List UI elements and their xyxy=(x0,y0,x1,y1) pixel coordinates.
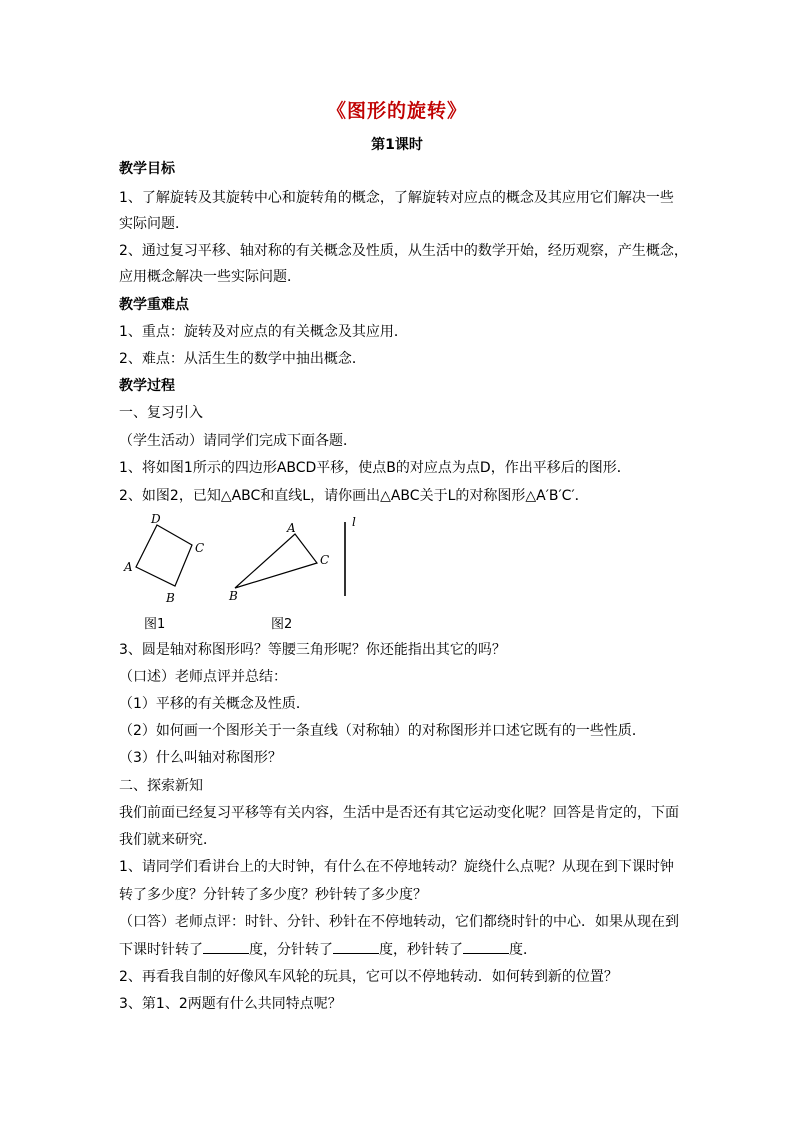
fig2-label-l: l xyxy=(352,515,356,529)
fig1-label-b: B xyxy=(166,591,175,605)
explore-1-line-2: 转了多少度？分针转了多少度？秒针转了多少度？ xyxy=(119,887,427,903)
key-point-1: 1、重点：旋转及对应点的有关概念及其应用． xyxy=(119,324,408,340)
question-3: 3、圆是轴对称图形吗？等腰三角形呢？你还能指出其它的吗？ xyxy=(119,642,506,658)
page-title: 《图形的旋转》 xyxy=(326,100,467,122)
blank-second-hand[interactable] xyxy=(463,940,509,954)
fig1-label-d: D xyxy=(151,512,161,526)
question-2: 2、如图2，已知△ABC和直线L，请你画出△ABC关于L的对称图形△A′B′C′． xyxy=(119,488,589,504)
fill-text-1: 下课时针转了 xyxy=(119,942,203,958)
fig2-label-b: B xyxy=(229,589,238,603)
lesson-subtitle: 第1课时 xyxy=(371,137,423,153)
fig2-triangle xyxy=(235,534,317,588)
review-1: （1）平移的有关概念及性质． xyxy=(119,696,310,712)
explore-1-line-1: 1、请同学们看讲台上的大时钟，有什么在不停地转动？旋绕什么点呢？从现在到下课时钟 xyxy=(119,859,674,875)
part-2-heading: 二、探索新知 xyxy=(119,778,203,794)
goal-2-line-2: 应用概念解决一些实际问题． xyxy=(119,269,301,285)
review-3: （3）什么叫轴对称图形？ xyxy=(119,750,282,766)
fig2-label-c: C xyxy=(320,553,330,567)
review-intro: （口述）老师点评并总结： xyxy=(119,669,287,685)
fig1-caption: 图1 xyxy=(144,617,166,632)
key-point-2: 2、难点：从活生生的数学中抽出概念． xyxy=(119,351,366,367)
explore-intro-line-2: 我们就来研究． xyxy=(119,832,217,848)
fig1-quadrilateral xyxy=(136,525,192,586)
heading-key-points: 教学重难点 xyxy=(119,297,189,313)
heading-goals: 教学目标 xyxy=(119,161,175,177)
explore-intro-line-1: 我们前面已经复习平移等有关内容，生活中是否还有其它运动变化呢？回答是肯定的，下面 xyxy=(119,805,679,821)
goal-1-line-2: 实际问题． xyxy=(119,216,189,232)
question-1: 1、将如图1所示的四边形ABCD平移，使点B的对应点为点D，作出平移后的图形． xyxy=(119,460,631,476)
explore-1-line-3: （口答）老师点评：时针、分针、秒针在不停地转动，它们都绕时针的中心．如果从现在到 xyxy=(119,914,679,930)
blank-hour-hand[interactable] xyxy=(203,940,249,954)
goal-1-line-1: 1、了解旋转及其旋转中心和旋转角的概念，了解旋转对应点的概念及其应用它们解决一些 xyxy=(119,190,674,206)
geometry-figures xyxy=(112,508,372,608)
fill-text-4: 度． xyxy=(509,942,537,958)
fill-text-3: 度，秒针转了 xyxy=(379,942,463,958)
explore-2: 2、再看我自制的好像风车风轮的玩具，它可以不停地转动．如何转到新的位置？ xyxy=(119,969,618,985)
figures-area xyxy=(112,508,372,608)
fig1-label-a: A xyxy=(124,560,133,574)
fig2-label-a: A xyxy=(287,521,296,535)
part-1-heading: 一、复习引入 xyxy=(119,405,203,421)
explore-3: 3、第1、2两题有什么共同特点呢？ xyxy=(119,996,342,1012)
fig2-caption: 图2 xyxy=(271,617,293,632)
heading-process: 教学过程 xyxy=(119,378,175,394)
fig1-label-c: C xyxy=(195,541,205,555)
review-2: （2）如何画一个图形关于一条直线（对称轴）的对称图形并口述它既有的一些性质． xyxy=(119,723,646,739)
activity-text: （学生活动）请同学们完成下面各题． xyxy=(119,433,357,449)
fill-text-2: 度，分针转了 xyxy=(249,942,333,958)
explore-1-line-4 xyxy=(119,940,537,959)
goal-2-line-1: 2、通过复习平移、轴对称的有关概念及性质，从生活中的数学开始，经历观察，产生概念， xyxy=(119,243,688,259)
blank-minute-hand[interactable] xyxy=(333,940,379,954)
